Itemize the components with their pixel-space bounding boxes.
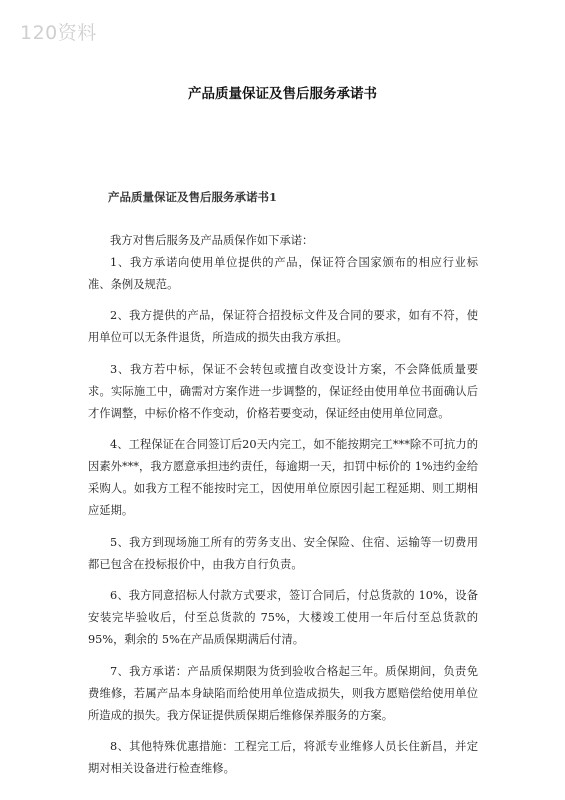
commitment-item-6: 6、我方同意招标人付款方式要求，签订合同后，付总货款的 10%，设备安装完毕验收后，付至总货款的 75%，大楼竣工使用一年后付至总货款的 95%，剩余的 5%在产品质保期满后付清。 xyxy=(88,589,478,646)
commitment-item-7: 7、我方承诺：产品质保期限为货到验收合格起三年。质保期间，负责免费维修，若属产品本身缺陷而给使用单位造成损失，则我方愿赔偿给使用单位所造成的损失。我方保证提供质保期后维修保养服务的方案。 xyxy=(88,664,478,722)
document-body xyxy=(88,230,478,790)
section-title: 产品质量保证及售后服务承诺书1 xyxy=(108,190,277,204)
commitment-item-5: 5、我方到现场施工所有的劳务支出、安全保险、住宿、运输等一切费用都已包含在投标报价中，由我方自行负责。 xyxy=(88,535,478,571)
intro-paragraph: 我方对售后服务及产品质保作如下承诺： xyxy=(110,234,314,247)
commitment-item-4: 4、工程保证在合同签订后20天内完工，如不能按期完工***除不可抗力的因素外***，我方愿意承担违约责任，每逾期一天，扣罚中标价的 1%违约金给采购人。如我方工程不能按时完工，因使用单位原因引起工程延期、则工期相应延期。 xyxy=(88,438,478,517)
commitment-item-2: 2、我方提供的产品，保证符合招投标文件及合同的要求，如有不符，使用单位可以无条件退货，所造成的损失由我方承担。 xyxy=(88,309,478,344)
commitment-item-8: 8、其他特殊优惠措施：工程完工后，将派专业维修人员长住新昌，并定期对相关设备进行检查维修。 xyxy=(88,740,478,775)
watermark-logo: 120资料 xyxy=(20,22,97,44)
commitment-item-1: 1、我方承诺向使用单位提供的产品，保证符合国家颁布的相应行业标准、条例及规范。 xyxy=(88,256,478,291)
document-title: 产品质量保证及售后服务承诺书 xyxy=(188,86,377,102)
commitment-item-3: 3、我方若中标，保证不会转包或擅自改变设计方案，不会降低质量要求。实际施工中，确需对方案作进一步调整的，保证经由使用单位书面确认后才作调整，中标价格不作变动，价格若要变动，保证经由使用单位同意。 xyxy=(88,362,478,420)
